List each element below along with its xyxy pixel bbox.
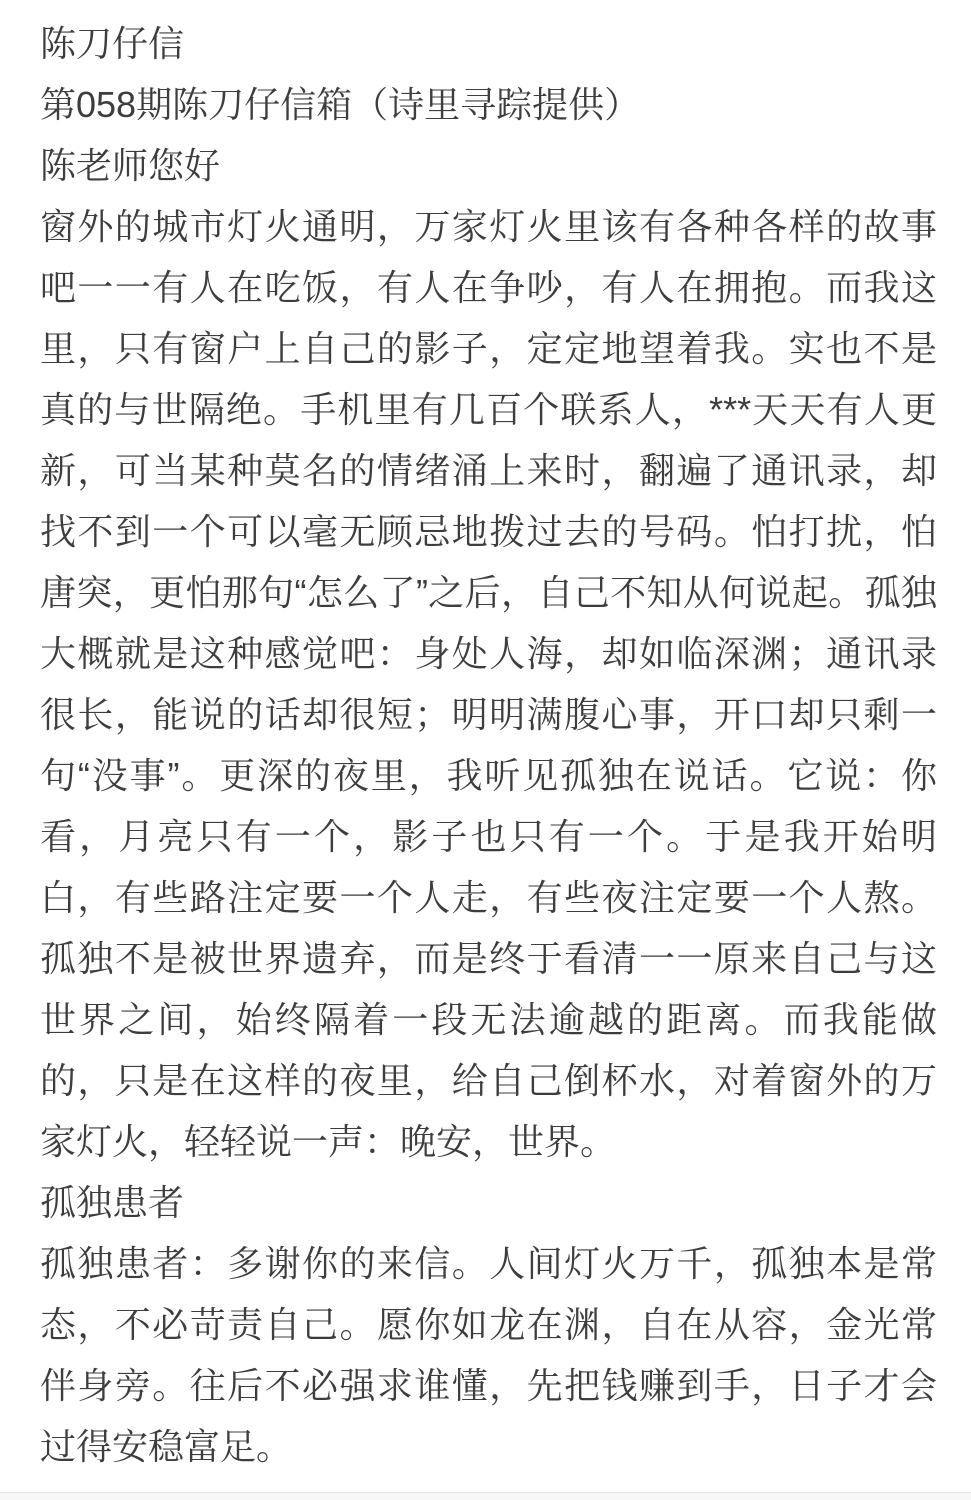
letter-greeting: 陈老师您好 (40, 145, 221, 186)
article-title: 陈刀仔信 (40, 23, 185, 64)
letter-signature: 孤独患者 (40, 1182, 185, 1223)
article-subtitle: 第058期陈刀仔信箱（诗里寻踪提供） (40, 84, 641, 125)
letter-body: 窗外的城市灯火通明，万家灯火里该有各种各样的故事吧一一有人在吃饭，有人在争吵，有人在拥抱。而我这里，只有窗户上自己的影子，定定地望着我。实也不是真的与世隔绝。手机里有几百个联系人，***天天有人更新，可当某种莫名的情绪涌上来时，翻遍了通讯录，却找不到一个可以毫无顾忌地拨过去的号码。怕打扰，怕唐突，更怕那句“怎么了”之后，自己不知从何说起。孤独大概就是这种感觉吧：身处人海，却如临深渊；通讯录很长，能说的话却很短；明明满腹心事，开口却只剩一句“没事”。更深的夜里，我听见孤独在说话。它说：你看，月亮只有一个，影子也只有一个。于是我开始明白，有些路注定要一个人走，有些夜注定要一个人熬。孤独不是被世界遗弃，而是终于看清一一原来自己与这世界之间，始终隔着一段无法逾越的距离。而我能做的，只是在这样的夜里，给自己倒杯水，对着窗外的万家灯火，轻轻说一声：晚安，世界。 (40, 206, 937, 1162)
reply-text: 孤独患者：多谢你的来信。人间灯火万千，孤独本是常态，不必苛责自己。愿你如龙在渊，自在从容，金光常伴身旁。往后不必强求谁懂，先把钱赚到手，日子才会过得安稳富足。 (40, 1243, 937, 1467)
bottom-divider (0, 1492, 971, 1500)
